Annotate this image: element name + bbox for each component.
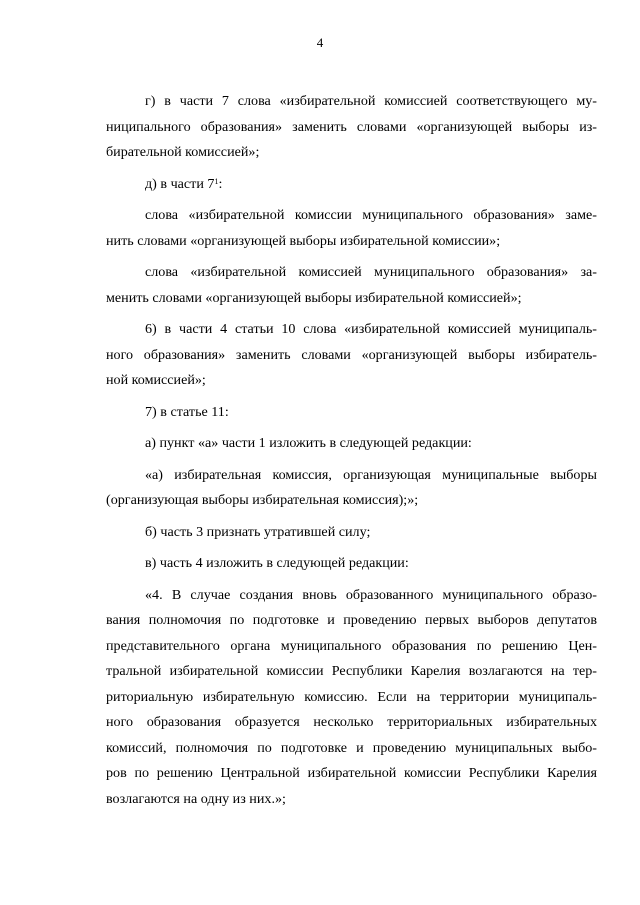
para-a-quote bbox=[106, 463, 597, 514]
text-line: вания полномочия по подготовке и проведению первых выборов депутатов bbox=[106, 612, 597, 628]
text-line: (организующая выборы избирательная комиссия);»; bbox=[106, 492, 419, 508]
para-7-article11 bbox=[106, 400, 597, 426]
text-line: возлагаются на одну из них.»; bbox=[106, 790, 286, 807]
text-line: бирательной комиссией»; bbox=[106, 144, 260, 160]
text-line: ного образования образуется несколько территориальных избирательных bbox=[106, 714, 597, 730]
text-line: тральной избирательной комиссии Республики Карелия возлагаются на тер- bbox=[106, 663, 597, 679]
text-line: менить словами «организующей выборы избирательной комиссией»; bbox=[106, 289, 522, 306]
text-line: б) часть 3 признать утратившей силу; bbox=[145, 523, 371, 540]
page-number: 4 bbox=[316, 35, 324, 50]
text-line: комиссий, полномочия по подготовке и проведению муниципальных выбо- bbox=[106, 739, 597, 756]
para-4-quote bbox=[106, 583, 597, 813]
document-body bbox=[106, 89, 597, 818]
para-words-1 bbox=[106, 203, 597, 254]
text-line: «4. В случае создания вновь образованного муниципального образо- bbox=[145, 586, 597, 603]
para-v-part4 bbox=[106, 551, 597, 577]
text-line: г) в части 7 слова «избирательной комиссией соответствующего му- bbox=[145, 93, 597, 109]
para-b-part3 bbox=[106, 520, 597, 546]
superscript: 1 bbox=[214, 176, 219, 186]
para-a-point bbox=[106, 431, 597, 457]
text-line: ного образования» заменить словами «организующей выборы избиратель- bbox=[106, 346, 597, 363]
text-line: 6) в части 4 статьи 10 слова «избирательной комиссией муниципаль- bbox=[145, 321, 597, 337]
text-line: д) в части $7^1$: bbox=[145, 175, 223, 192]
para-d-part7-1 bbox=[106, 172, 597, 198]
text-line: в) часть 4 изложить в следующей редакции: bbox=[145, 555, 409, 571]
text-line: а) пункт «а» части 1 изложить в следующей редакции: bbox=[145, 435, 472, 451]
suffix: : bbox=[218, 175, 223, 192]
text-line: слова «избирательной комиссией муниципального образования» за- bbox=[145, 264, 597, 280]
para-words-2 bbox=[106, 260, 597, 311]
text-line: слова «избирательной комиссии муниципального образования» заме- bbox=[145, 207, 597, 223]
text-line: «а) избирательная комиссия, организующая муниципальные выборы bbox=[145, 466, 597, 483]
text-line: риториальную избирательную комиссию. Если на территории муниципаль- bbox=[106, 688, 597, 705]
para-g-part7 bbox=[106, 89, 597, 166]
text-line: ной комиссией»; bbox=[106, 372, 206, 388]
text-line: 7) в статье 11: bbox=[145, 403, 229, 420]
text-line: представительного органа муниципального образования по решению Цен- bbox=[106, 637, 597, 654]
para-6-article10 bbox=[106, 317, 597, 394]
text-line: ниципального образования» заменить словами «организующей выборы из- bbox=[106, 118, 597, 135]
text-line: ров по решению Центральной избирательной комиссии Республики Карелия bbox=[106, 765, 597, 781]
text-line: нить словами «организующей выборы избирательной комиссии»; bbox=[106, 232, 501, 249]
